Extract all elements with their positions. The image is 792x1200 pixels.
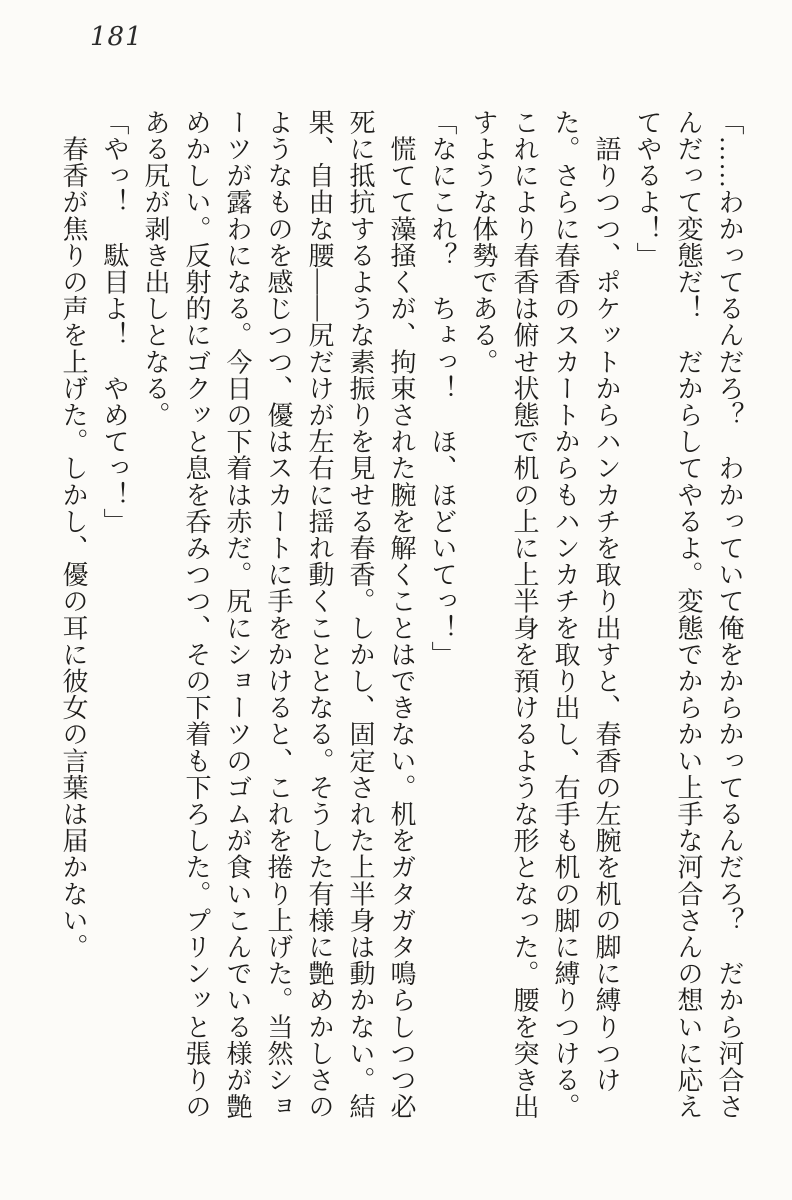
- paragraph-dialogue-1: 「……わかってるんだろ？ わかっていて俺をからかってるんだろ？ だから河合さんだって変態だ！ だからしてやるよ。変態でからかい上手な河合さんの想いに応えてやるよ！」: [633, 109, 744, 1120]
- paragraph-narration-2: 慌てて藻掻くが、拘束された腕を解くことはできない。机をガタガタ鳴らしつつ必死に抵抗するような素振りを見せる春香。しかし、固定された上半身は動かない。結果、自由な腰――尻だけが左右に揺れ動くこととなる。そうした有様に艶めかしさのようなものを感じつつ、優はスカートに手をかけると、これを捲り上げた。当然ショーツが露わになる。今日の下着は赤だ。尻にショーツのゴムが食いこんでいる様が艶めかしい。反射的にゴクッと息を呑みつつ、その下着も下ろした。プリンッと張りのある尻が剥き出しとなる。: [141, 109, 416, 1120]
- paragraph-narration-3: 春香が焦りの声を上げた。しかし、優の耳に彼女の言葉は届かない。: [59, 109, 88, 961]
- paragraph-dialogue-2: 「なにこれ？ ちょっ！ ほ、ほどいてっ！」: [428, 109, 457, 668]
- paragraph-narration-1: 語りつつ、ポケットからハンカチを取り出すと、春香の左腕を机の脚に縛りつけた。さらに春香のスカートからもハンカチを取り出し、右手も机の脚に縛りつける。これにより春香は俯せ状態で机の上に上半身を預けるような形となった。腰を突き出すような体勢である。: [469, 109, 621, 1120]
- paragraph-dialogue-3: 「やっ！ 駄目よ！ やめてっ！」: [100, 109, 129, 535]
- page-text: [50, 109, 750, 1123]
- page-number: 181: [90, 22, 143, 52]
